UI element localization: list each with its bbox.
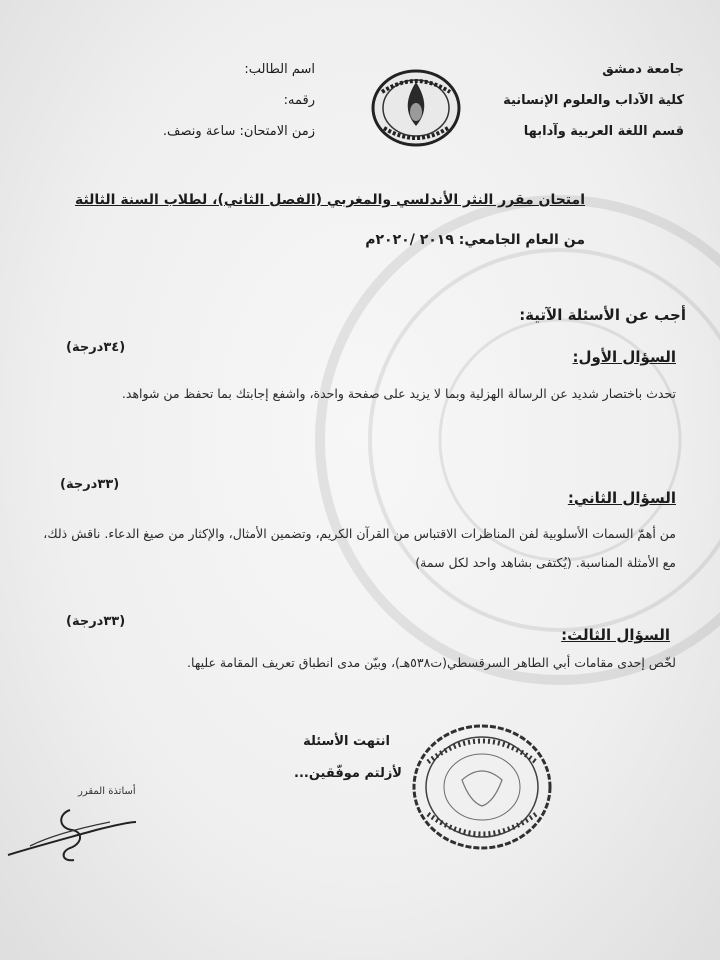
department-name: قسم اللغة العربية وآدابها [523, 124, 684, 139]
closing-wish: لأزلتم موفّقين... [294, 766, 402, 781]
question-3-marks: (٣٣درجة) [66, 614, 126, 629]
question-2-heading: السؤال الثاني: [567, 489, 676, 507]
student-name-label: اسم الطالب: [244, 62, 315, 77]
university-name: جامعة دمشق [602, 62, 684, 77]
question-1-text: تحدث باختصار شديد عن الرسالة الهزلية وبما لا يزيد على صفحة واحدة، واشفع إجابتك بما تحفظ من شواهد. [121, 386, 676, 401]
university-emblem-icon [370, 68, 462, 148]
teacher-label: أساتذة المقرر [78, 786, 136, 797]
watermark-emblem-icon [300, 180, 720, 700]
question-3-heading: السؤال الثالث: [561, 626, 670, 644]
exam-title: امتحان مقرر النثر الأندلسي والمغربي (الفصل الثاني)، لطلاب السنة الثالثة [74, 192, 585, 208]
question-1-marks: (٣٤درجة) [66, 340, 126, 355]
academic-year: من العام الجامعي: ٢٠١٩ /٢٠٢٠م [365, 232, 585, 248]
signature-icon [0, 800, 140, 870]
instruction-text: أجب عن الأسئلة الآتية: [519, 306, 686, 324]
student-number-label: رقمه: [283, 93, 315, 108]
question-2-marks: (٣٣درجة) [60, 477, 120, 492]
exam-duration-label: زمن الامتحان: ساعة ونصف. [162, 124, 315, 139]
question-3-text: لخّص إحدى مقامات أبي الطاهر السرقسطي(ت٥٣٨هـ)، وبيّن مدى انطباق تعريف المقامة عليها. [187, 655, 676, 670]
question-2-text: من أهمّ السمات الأسلوبية لفن المناظرات الاقتباس من القرآن الكريم، وتضمين الأمثال، والإكثار من صيغ الدعاء. ناقش ذلك، مع الأمثلة المناسبة. (يُكتفى بشاهد واحد لكل سمة) [43, 526, 676, 570]
official-stamp-icon [410, 722, 554, 852]
end-of-questions: انتهت الأسئلة [303, 734, 390, 749]
faculty-name: كلية الآداب والعلوم الإنسانية [503, 93, 684, 108]
question-1-heading: السؤال الأول: [572, 348, 676, 366]
